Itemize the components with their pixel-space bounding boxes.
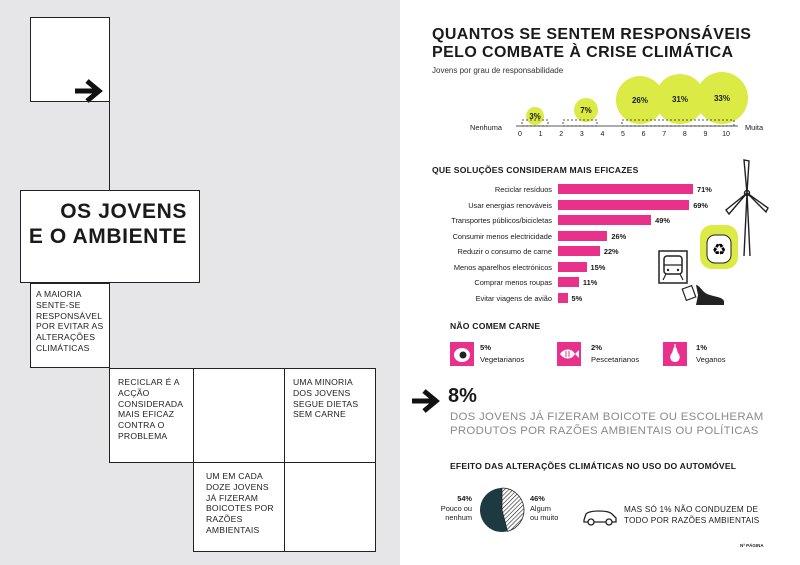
bar-value: 26% bbox=[611, 231, 627, 241]
bar-value: 22% bbox=[603, 247, 619, 256]
responsibility-title: QUANTOS SE SENTEM RESPONSÁVEIS PELO COMBATE À CRISE CLIMÁTICA bbox=[432, 26, 752, 61]
bubble-4-5-6: 26% bbox=[616, 76, 664, 124]
bar-value: 5% bbox=[571, 293, 583, 303]
bar-value: 11% bbox=[582, 278, 598, 287]
arrow-right-icon bbox=[410, 388, 442, 414]
axis-tick: 8 bbox=[682, 131, 687, 138]
bar bbox=[558, 215, 651, 225]
caption-box-1 bbox=[30, 283, 110, 368]
caption-box-4 bbox=[193, 462, 285, 552]
bar-label: Reciclar resíduos bbox=[494, 185, 552, 194]
axis-tick: 6 bbox=[641, 131, 646, 138]
caption-3: UMA MINORIA DOS JOVENS SEGUE DIETAS SEM CARNE bbox=[293, 377, 359, 420]
bar-label: Transportes públicos/bicicletas bbox=[451, 216, 552, 225]
bar-label: Usar energias renováveis bbox=[468, 200, 552, 210]
car-note: MAS SÓ 1% NÃO CONDUZEM DE TODO POR RAZÕES AMBIENTAIS bbox=[624, 505, 760, 525]
axis-tick: 9 bbox=[703, 131, 708, 138]
pear-icon bbox=[663, 342, 687, 366]
bubble-9-10: 33% bbox=[696, 72, 748, 124]
solutions-title: QUE SOLUÇÕES CONSIDERAM MAIS EFICAZES bbox=[432, 165, 639, 175]
axis-tick: 10 bbox=[722, 131, 730, 138]
grid-cell bbox=[284, 462, 376, 552]
meat-pct-1: 2% bbox=[591, 343, 602, 352]
recycle-bin-icon bbox=[698, 223, 740, 271]
bar-label: Evitar viagens de avião bbox=[475, 293, 552, 303]
caption-box-3 bbox=[284, 368, 376, 463]
car-pie-chart bbox=[478, 486, 526, 534]
grid-cell bbox=[193, 368, 285, 463]
grid-cell bbox=[30, 17, 110, 102]
bar-value: 49% bbox=[655, 216, 670, 225]
car-title: EFEITO DAS ALTERAÇÕES CLIMÁTICAS NO USO DO AUTOMÓVEL bbox=[450, 461, 737, 471]
axis-label-right: Muita bbox=[745, 123, 764, 132]
title-box bbox=[20, 190, 200, 283]
car-icon bbox=[582, 508, 618, 526]
bubble-7-8: 31% bbox=[655, 74, 705, 124]
fish-icon bbox=[557, 342, 581, 366]
meat-label-0: Vegetarianos bbox=[480, 355, 525, 364]
bar bbox=[558, 200, 689, 210]
meat-pct-2: 1% bbox=[696, 343, 707, 352]
axis-tick: 0 bbox=[518, 131, 522, 138]
bar bbox=[558, 293, 568, 303]
bar bbox=[558, 184, 693, 194]
caption-4: UM EM CADA DOZE JOVENS JÁ FIZERAM BOICOTES POR RAZÕES AMBIENTAIS bbox=[206, 471, 274, 535]
axis-tick: 2 bbox=[559, 131, 564, 138]
bar-value: 71% bbox=[697, 185, 712, 194]
bar-label: Menos aparelhos electrónicos bbox=[453, 262, 552, 272]
boycott-text: DOS JOVENS JÁ FIZERAM BOICOTE OU ESCOLHERAM PRODUTOS POR RAZÕES AMBIENTAIS OU POLÍTICAS bbox=[450, 411, 764, 437]
axis-tick: 7 bbox=[662, 131, 667, 138]
bubble-0-1: 3% bbox=[526, 107, 544, 125]
boycott-pct: 8% bbox=[448, 385, 477, 407]
meat-label-1: Pescetarianos bbox=[591, 355, 640, 364]
bar-label: Reduzir o consumo de carne bbox=[457, 247, 552, 256]
bar bbox=[558, 262, 587, 272]
responsibility-subtitle: Jovens por grau de responsabilidade bbox=[432, 66, 564, 75]
bar bbox=[558, 231, 607, 241]
axis-ticks bbox=[520, 131, 742, 141]
car-left: 54% Pouco ou nenhum bbox=[440, 494, 472, 522]
title-line2: E O AMBIENTE bbox=[28, 225, 187, 248]
svg-text:♻: ♻ bbox=[711, 240, 727, 259]
title-line1: OS JOVENS bbox=[60, 200, 187, 223]
axis-tick: 1 bbox=[538, 131, 543, 138]
meat-label-2: Veganos bbox=[696, 355, 726, 364]
axis-tick: 5 bbox=[621, 131, 625, 138]
meat-title: NÃO COMEM CARNE bbox=[450, 321, 541, 331]
responsibility-axis bbox=[400, 0, 800, 145]
shoe-icon bbox=[680, 277, 728, 309]
bubble-2-3: 7% bbox=[574, 98, 598, 122]
bar-label: Comprar menos roupas bbox=[474, 278, 552, 287]
caption-2: RECICLAR É A ACÇÃO CONSIDERADA MAIS EFICAZ CONTRA O PROBLEMA bbox=[118, 377, 183, 441]
bar-value: 15% bbox=[590, 262, 606, 272]
bar bbox=[558, 246, 600, 256]
page-footer: Nª PÁGINA bbox=[740, 543, 764, 548]
bar bbox=[558, 277, 579, 287]
caption-box-2 bbox=[109, 368, 194, 463]
axis-tick: 4 bbox=[600, 131, 605, 138]
car-right: 46% Algum ou muito bbox=[530, 494, 559, 522]
bar-label: Consumir menos electricidade bbox=[452, 231, 552, 241]
caption-1: A MAIORIA SENTE-SE RESPONSÁVEL POR EVITAR AS ALTERAÇÕES CLIMÁTICAS bbox=[36, 289, 104, 353]
meat-pct-0: 5% bbox=[480, 343, 491, 352]
bar-value: 69% bbox=[693, 200, 708, 210]
egg-icon bbox=[450, 342, 474, 366]
axis-tick: 3 bbox=[579, 131, 584, 138]
axis-label-left: Nenhuma bbox=[470, 123, 503, 132]
